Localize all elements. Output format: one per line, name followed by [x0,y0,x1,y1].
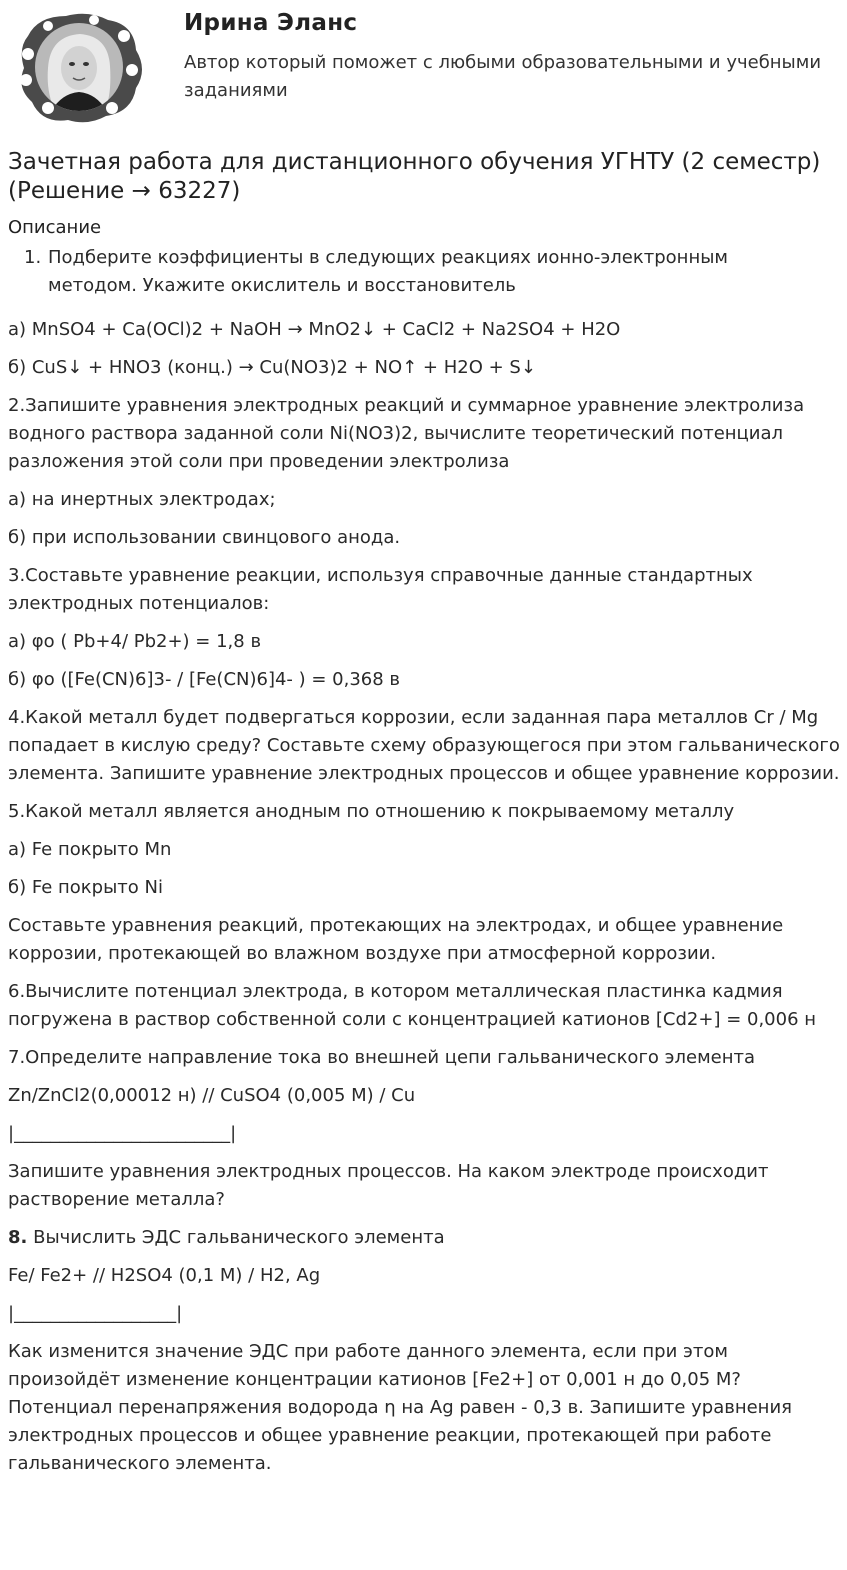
question-1-number: 1. [24,247,42,268]
description-label: Описание [8,217,102,238]
paragraph-8-task: Как изменится значение ЭДС при работе данного элемента, если при этом произойдёт изменение концентрации катионов [Fe2+] от 0,001 н до 0,05 М? Потенциал перенапряжения водорода η на Ag равен - 0,3 в. Запишите уравнения электродных процессов и общее уравнение реакции, протекающей при работе гальванического элемента. [8,1341,792,1474]
paragraph-1a: а) MnSO4 + Ca(OCl)2 + NaOH → MnO2↓ + CaCl2 + Na2SO4 + H2O [8,319,621,340]
page-title: Зачетная работа для дистанционного обучения УГНТУ (2 семестр) (Решение → 63227) [8,149,821,204]
question-2: 2.Запишите уравнения электродных реакций и суммарное уравнение электролиза водного раствора заданной соли Ni(NO3)2, вычислите теоретический потенциал разложения этой соли при проведении электролиза [8,395,805,472]
galvanic-scheme-8: Fe/ Fe2+ // H2SO4 (0,1 M) / H2, Ag [8,1265,321,1286]
paragraph-7-task: Запишите уравнения электродных процессов. На каком электроде происходит растворение металла? [8,1161,769,1210]
question-1-text: Подберите коэффициенты в следующих реакциях ионно-электронным методом. Укажите окислитель и восстановитель [48,247,729,296]
paragraph-1b: б) CuS↓ + HNO3 (конц.) → Cu(NO3)2 + NO↑ + H2O + S↓ [8,357,536,378]
author-card [0,0,847,130]
paragraph-5b: б) Fe покрыто Ni [8,877,163,898]
question-6: 6.Вычислите потенциал электрода, в котором металлическая пластинка кадмия погружена в раствор собственной соли с концентрацией катионов [Cd2+] = 0,006 н [8,981,817,1030]
author-avatar[interactable] [8,8,150,126]
galvanic-line-7: |________________________| [8,1123,237,1144]
question-4: 4.Какой металл будет подвергаться коррозии, если заданная пара металлов Cr / Mg попадает в кислую среду? Составьте схему образующегося при этом гальванического элемента. Запишите уравнение электродных процессов и общее уравнение коррозии. [8,707,840,784]
paragraph-3a: а) φо ( Pb+4/ Pb2+) = 1,8 в [8,631,262,652]
galvanic-line-8: |__________________| [8,1303,183,1324]
paragraph-2b: б) при использовании свинцового анода. [8,527,401,548]
question-8 [8,1224,840,1252]
paragraph-3b: б) φо ([Fe(CN)6]3- / [Fe(CN)6]4- ) = 0,368 в [8,669,401,690]
task-content [8,316,840,1488]
question-7: 7.Определите направление тока во внешней цепи гальванического элемента [8,1047,756,1068]
paragraph-2a: а) на инертных электродах; [8,489,276,510]
question-5: 5.Какой металл является анодным по отношению к покрываемому металлу [8,801,735,822]
question-8-number: 8. [8,1227,28,1248]
galvanic-scheme-7: Zn/ZnCl2(0,00012 н) // CuSO4 (0,005 M) / Cu [8,1085,416,1106]
author-name[interactable]: Ирина Эланс [184,10,358,36]
paragraph-5a: а) Fe покрыто Mn [8,839,172,860]
question-8-text: Вычислить ЭДС гальванического элемента [27,1227,445,1248]
question-3: 3.Составьте уравнение реакции, используя справочные данные стандартных электродных потенциалов: [8,565,753,614]
question-1 [24,244,814,300]
author-description: Автор который поможет с любыми образовательными и учебными заданиями [184,52,822,101]
paragraph-5-task: Составьте уравнения реакций, протекающих на электродах, и общее уравнение коррозии, протекающей во влажном воздухе при атмосферной коррозии. [8,915,784,964]
